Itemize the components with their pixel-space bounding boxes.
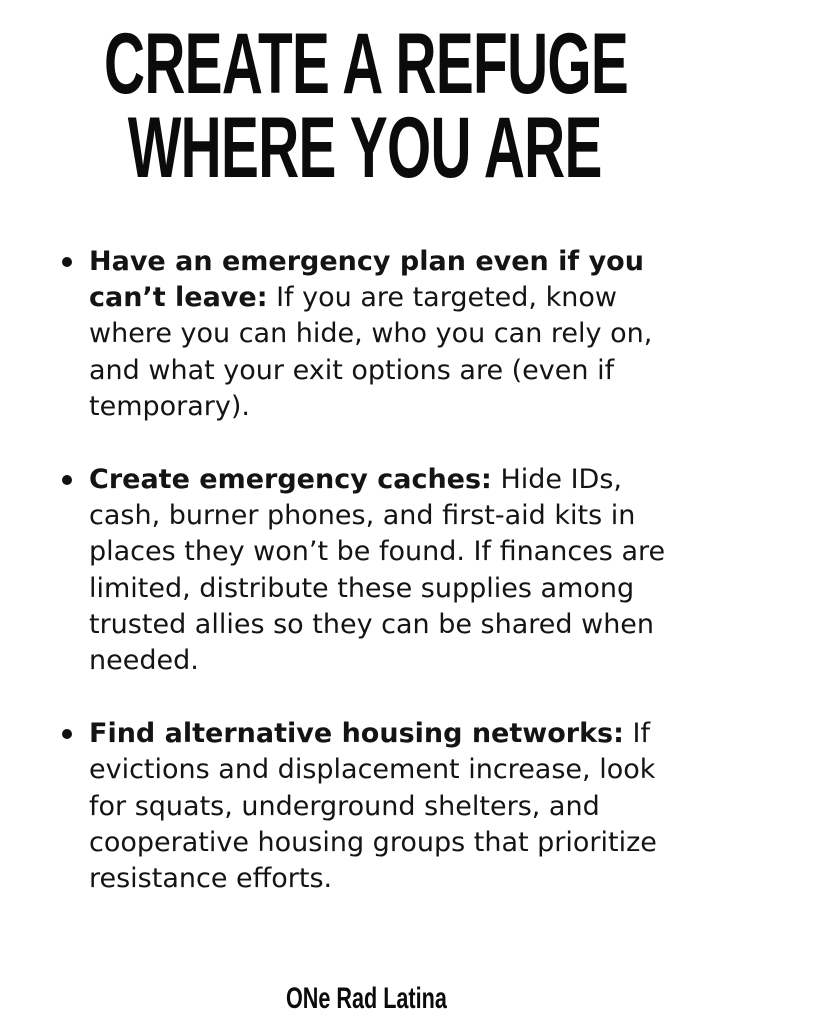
list-item (58, 244, 698, 425)
bullet-dot-icon (62, 475, 72, 485)
tip-heading: Have an emergency plan even if you can’t leave: (89, 246, 644, 314)
tip-body: Hide IDs, cash, burner phones, and first-aid kits in places they won’t be found. If finances are limited, distribute these supplies among trusted allies so they can be shared when needed. (89, 464, 666, 677)
list-item (58, 716, 698, 897)
tips-list (58, 244, 698, 934)
author-credit: ONe Rad Latina (286, 982, 447, 1015)
page-title (104, 16, 629, 196)
tip-heading: Create emergency caches: (89, 464, 492, 496)
tip-body: If evictions and displacement increase, look for squats, underground shelters, and cooperative housing groups that prioritize resistance efforts. (89, 718, 657, 895)
bullet-dot-icon (62, 257, 72, 267)
bullet-dot-icon (62, 729, 72, 739)
tip-body: If you are targeted, know where you can hide, who you can rely on, and what your exit options are (even if temporary). (89, 282, 653, 422)
tip-heading: Find alternative housing networks: (89, 718, 624, 750)
title-line-2: WHERE YOU ARE (127, 100, 602, 196)
list-item (58, 462, 698, 679)
title-line-1: CREATE A REFUGE (104, 16, 629, 112)
